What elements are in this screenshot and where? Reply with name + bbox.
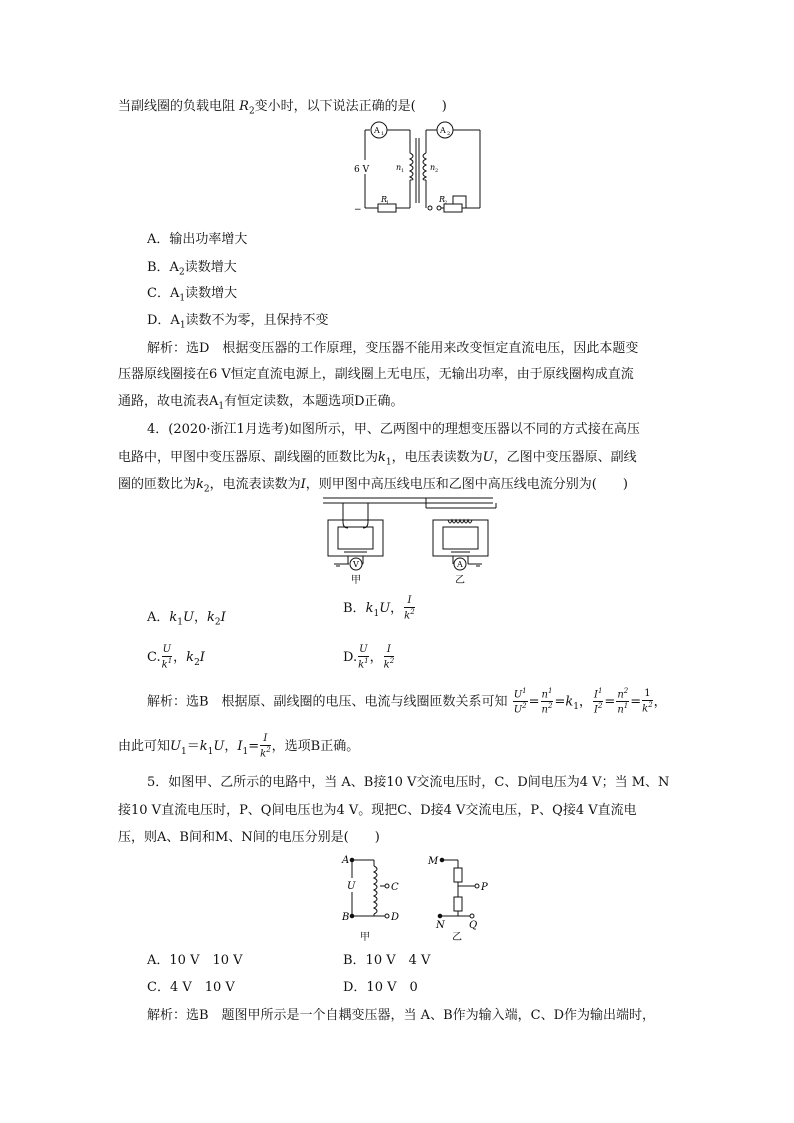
q3-stem-sub: 2	[248, 106, 255, 117]
q4-ans2-ksub: 1	[207, 746, 214, 757]
q4-ans2-I: I	[237, 739, 243, 755]
q4-opt-a-k2: k	[207, 610, 215, 625]
q4-ans2-frac-num: I	[260, 734, 271, 746]
q4-ans-frac-u-den	[513, 702, 528, 715]
q3-option-b	[147, 256, 237, 278]
q4-ans-frac-1k	[642, 689, 653, 714]
q4-opt-b-U: U	[379, 601, 391, 617]
node-C: C	[391, 882, 399, 893]
q3-opt-b-post: 读数增大	[184, 260, 237, 275]
q5-stem-line3: 压，则A、B间和M、N间的电压分别是( )	[118, 830, 380, 845]
q5-option-a: A．10 V 10 V	[147, 953, 243, 968]
n2: n	[541, 704, 548, 716]
n1b: n	[617, 704, 624, 716]
q3-ans3-pre: 通路，故电流表A	[118, 394, 219, 409]
q4-opt-c-den-sup: 1	[167, 657, 173, 665]
q4-ans2-eq: ＝	[186, 739, 200, 755]
figure-label-jia: 甲	[360, 932, 370, 942]
u1: U	[513, 689, 523, 701]
q3-analysis-line3	[118, 390, 404, 412]
voltage-label: 6 V	[354, 165, 370, 175]
node-Q: Q	[469, 920, 478, 931]
eq4: =	[630, 694, 642, 710]
q4-opt-d-den1-sup: 1	[364, 657, 369, 665]
q4-ans-frac-n2	[616, 688, 629, 716]
q4-ans-frac-u-num	[513, 688, 528, 702]
q3-option-a: A．输出功率增大	[147, 232, 248, 247]
q4-opt-c-sub: 2	[194, 657, 200, 668]
q4-ans-frac-n-num	[541, 688, 554, 702]
q4-ans-frac-i-den	[593, 702, 603, 715]
q3-ans3-post: 有恒定读数，本题选项D正确。	[224, 394, 404, 409]
q3-analysis-line1: 解析：选D 根据变压器的工作原理，变压器不能用来改变恒定直流电压，因此本题变	[147, 341, 639, 356]
q4-ans2-frac	[260, 734, 271, 759]
q4-l2-post: ，电压表读数为	[391, 450, 483, 465]
q4-stem-line2	[118, 446, 637, 468]
q3-stem-pre: 当副线圈的负载电阻	[118, 99, 240, 114]
q5-stem-line1: 5．如图甲、乙所示的电路中，当 A、B接10 V交流电压时，C、D间电压为4 V；当 M、N	[147, 775, 670, 790]
q4-option-d	[343, 645, 395, 670]
q4-opt-c-den	[162, 657, 173, 670]
q4-ans2-frac-k: k	[260, 748, 267, 760]
q3-ans3-sub: 1	[218, 401, 225, 412]
n2-label: n	[430, 163, 436, 172]
q4-ans-frac-u	[513, 688, 528, 716]
q4-opt-d-comma: ，	[369, 650, 383, 666]
q4-ans-pre: 解析：选B 根据原、副线圈的电压、电流与线圈匝数关系可知	[147, 694, 508, 710]
q4-opt-c-den-k: k	[161, 659, 168, 671]
q4-analysis-line2	[118, 734, 359, 759]
n1: n	[541, 689, 548, 701]
q4-l2-sub: 1	[385, 457, 392, 468]
k1-sub: 1	[573, 701, 579, 712]
q5-stem-line2: 接10 V直流电压时，P、Q间电压也为4 V。现把C、D接4 V交流电压，P、Q接4 V直流电	[118, 803, 637, 818]
comma2: ，	[653, 694, 667, 710]
q4-opt-d-frac2	[384, 645, 395, 670]
q4-l2-end: ，乙图中变压器原、副线	[493, 450, 637, 465]
q3-opt-d-sub: 1	[179, 320, 186, 331]
n2-sub: 2	[435, 168, 439, 174]
q4-opt-a-label: A．	[147, 610, 170, 625]
q4-ans2-post: ，选项B正确。	[271, 739, 360, 755]
voltmeter-label: V	[353, 560, 359, 569]
q5-analysis-line1: 解析：选B 题图甲所示是一个自耦变压器，当 A、B作为输入端，C、D作为输出端时，	[147, 1008, 655, 1023]
ammeter-a1-label: A	[374, 126, 380, 135]
r1-label: R	[381, 195, 388, 204]
q4-opt-d-den2-sup: 2	[389, 657, 395, 665]
q4-opt-a-sub2: 2	[214, 617, 221, 628]
q4-opt-b-k: k	[365, 601, 374, 617]
q4-option-b	[343, 596, 416, 621]
q4-ans-frac-n-den	[541, 702, 554, 715]
q3-opt-c-pre: C．A	[147, 286, 180, 301]
q4-opt-a-U: U	[183, 610, 194, 625]
q4-opt-a-I: I	[220, 610, 226, 625]
u1-sup: 1	[522, 687, 527, 695]
figure-label-yi: 乙	[452, 932, 462, 942]
q4-opt-b-num: I	[404, 596, 415, 608]
q3-opt-c-post: 读数增大	[185, 286, 238, 301]
r2-sub: 2	[444, 200, 448, 206]
q4-ans2-frac-sup: 2	[266, 746, 271, 754]
q4-l2-pre: 电路中，甲图中变压器原、副线圈的匝数比为	[118, 450, 379, 465]
q4-l3-mid: ，电流表读数为	[209, 477, 301, 492]
q4-opt-c-label: C.	[147, 650, 161, 666]
q5-option-b: B．10 V 4 V	[343, 953, 431, 968]
one: 1	[642, 689, 653, 701]
q4-opt-a-sub1: 1	[177, 617, 184, 628]
k2: k	[642, 703, 649, 715]
q4-l3-post: ，则甲图中高压线电压和乙图中高压线电流分别为( )	[305, 477, 628, 492]
q4-ans2-frac-den	[260, 746, 271, 759]
q4-ans2-eq2: =	[248, 739, 260, 755]
q4-opt-b-den	[404, 608, 415, 621]
q4-option-a	[147, 606, 226, 628]
q4-opt-c-k: k	[186, 650, 195, 666]
q4-opt-d-den1-k: k	[358, 659, 365, 671]
q4-l2-k: k	[378, 450, 386, 465]
autotransformer-potentiometer-figure	[330, 848, 500, 942]
node-A: A	[342, 855, 350, 866]
q4-opt-b-den-sup: 2	[410, 608, 415, 616]
q3-opt-d-post: 读数不为零，且保持不变	[185, 313, 329, 328]
node-D: D	[391, 912, 400, 923]
q3-option-c	[147, 282, 237, 304]
q3-opt-b-pre: B．A	[147, 260, 179, 275]
comma1: ，	[578, 694, 592, 710]
k2-sup: 2	[648, 701, 653, 710]
q5-option-d: D．10 V 0	[343, 980, 418, 995]
ammeter-label: A	[457, 560, 463, 569]
q4-ans2-k: k	[199, 739, 208, 755]
q4-ans2-U2: U	[213, 739, 225, 755]
u2: U	[513, 704, 523, 716]
q4-opt-b-sub: 1	[373, 608, 380, 619]
i1-sup: 1	[597, 687, 603, 695]
eq3: =	[604, 694, 616, 710]
q4-opt-b-den-k: k	[404, 610, 411, 622]
q3-opt-d-pre: D．A	[147, 313, 180, 328]
q4-opt-d-num1: U	[359, 644, 368, 655]
node-M: M	[428, 856, 439, 867]
n1-label: n	[396, 163, 402, 172]
q4-analysis-line1	[147, 688, 667, 716]
minus-label: −	[354, 205, 362, 215]
q4-ans-frac-1k-den	[642, 701, 653, 714]
q4-ans-frac-n	[541, 688, 554, 716]
ammeter-a2-sub: 2	[447, 131, 451, 137]
q4-opt-d-den2	[384, 657, 395, 670]
figure-label-yi: 乙	[455, 575, 465, 586]
u2-sup: 2	[522, 702, 527, 711]
n2b-sup: 2	[623, 687, 629, 695]
q4-stem-line1: 4．(2020·浙江1月选考)如图所示，甲、乙两图中的理想变压器以不同的方式接在高压	[147, 422, 640, 437]
r2-label: R	[439, 195, 446, 204]
node-P: P	[481, 882, 488, 893]
q3-opt-b-sub: 2	[178, 267, 185, 278]
n1-sup: 1	[547, 687, 553, 695]
k1: k	[565, 694, 574, 710]
eq1: =	[528, 694, 540, 710]
q4-ans2-U: U	[170, 739, 181, 755]
transformer-circuit-figure	[340, 118, 485, 218]
q4-opt-b-comma: ，	[390, 601, 404, 617]
high-voltage-transformer-figure	[318, 494, 503, 586]
q4-stem-line3	[118, 473, 628, 495]
i2-sup: 2	[597, 702, 603, 711]
q4-opt-b-frac	[404, 596, 415, 621]
q4-ans-frac-n2-den	[616, 702, 629, 715]
eq2: =	[554, 694, 566, 710]
q4-opt-c-num: U	[162, 644, 172, 655]
q3-option-d	[147, 309, 329, 331]
q4-ans2-Usub: 1	[180, 746, 187, 757]
q4-opt-d-num2: I	[384, 645, 395, 657]
n2-sup: 2	[547, 702, 553, 711]
i2: I	[593, 704, 598, 716]
q4-opt-a-comma: ，	[193, 610, 207, 625]
ammeter-a1-sub: 1	[381, 131, 385, 137]
q4-l3-sub: 2	[203, 484, 210, 495]
q4-l3-I: I	[300, 477, 306, 492]
q4-l3-pre: 圈的匝数比为	[118, 477, 197, 492]
q4-ans2-pre: 由此可知	[118, 739, 171, 755]
node-B: B	[342, 912, 350, 923]
voltage-U: U	[347, 881, 356, 892]
q4-opt-d-frac1	[358, 645, 369, 670]
ammeter-a2-label: A	[440, 126, 446, 135]
r1-sub: 1	[386, 200, 390, 206]
q4-l3-k: k	[196, 477, 204, 492]
q3-opt-c-sub: 1	[179, 293, 186, 304]
q4-ans-frac-i-num	[593, 688, 603, 702]
q4-opt-d-label: D.	[343, 650, 358, 666]
node-N: N	[436, 920, 445, 931]
q4-opt-b-label: B．	[343, 601, 366, 617]
q4-ans2-comma: ，	[224, 739, 238, 755]
i1: I	[593, 689, 598, 701]
q4-ans-frac-i	[593, 688, 603, 716]
q3-stem-post: 变小时，以下说法正确的是( )	[254, 99, 447, 114]
q4-opt-c-frac	[162, 645, 173, 670]
q5-option-c: C．4 V 10 V	[147, 980, 235, 995]
q4-option-c	[147, 645, 205, 670]
q3-stem-R: R	[239, 99, 249, 114]
q4-opt-c-comma: ，	[173, 650, 187, 666]
q4-ans-frac-n2-num	[616, 688, 629, 702]
q3-stem	[118, 95, 447, 117]
q4-opt-a-k1: k	[169, 610, 178, 625]
n1-sub: 1	[401, 168, 405, 174]
q3-analysis-line2: 压器原线圈接在6 V恒定直流电源上，副线圈上无电压，无输出功率，由于原线圈构成直流	[118, 367, 634, 382]
q4-opt-d-den1	[358, 657, 369, 670]
figure-label-jia: 甲	[351, 575, 361, 586]
q4-opt-c-I: I	[199, 650, 205, 666]
n1b-sup: 1	[623, 702, 629, 711]
n2b: n	[617, 689, 624, 701]
q4-ans2-Isub: 1	[242, 746, 249, 757]
q4-l2-U: U	[482, 450, 494, 465]
q4-opt-d-den2-k: k	[383, 659, 390, 671]
